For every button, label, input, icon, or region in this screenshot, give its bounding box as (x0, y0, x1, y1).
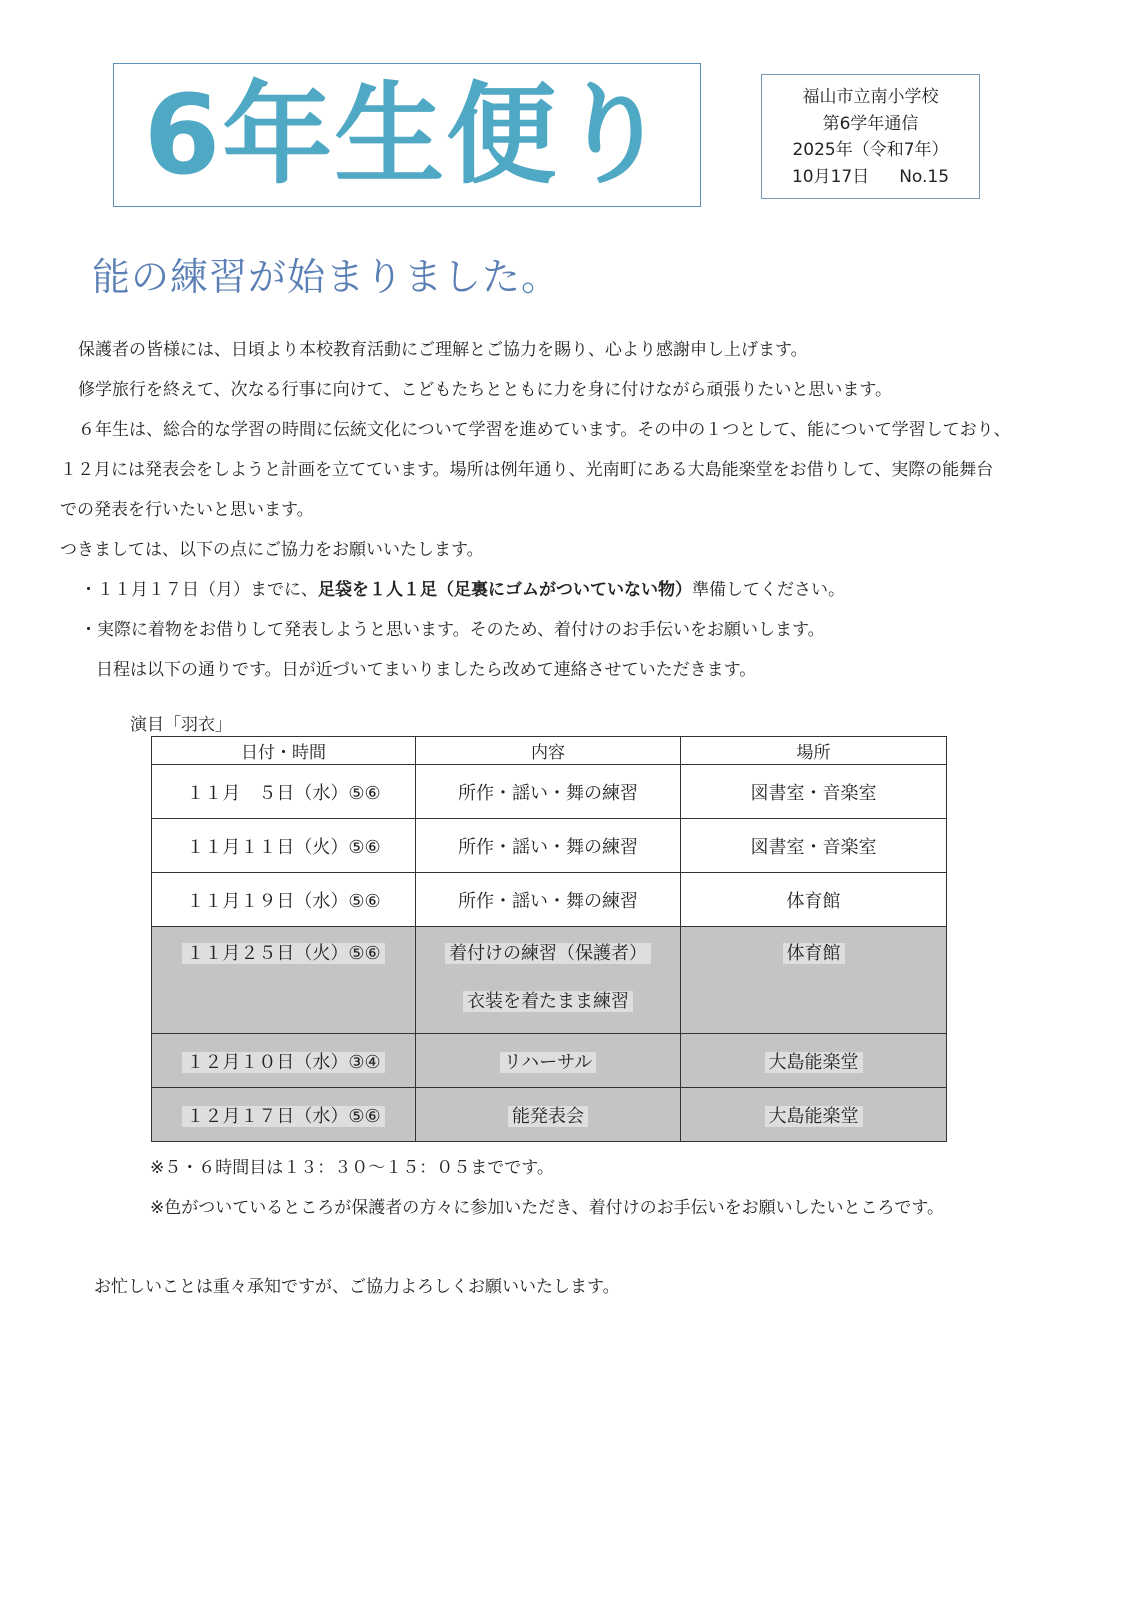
row-date (152, 1088, 416, 1142)
row-place: 図書室・音楽室 (681, 819, 947, 873)
note-shading: ※色がついているところが保護者の方々に参加いただき、着付けのお手伝いをお願いしたいところです。 (150, 1198, 945, 1218)
row-content: 所作・謡い・舞の練習 (416, 819, 681, 873)
row-place: 図書室・音楽室 (681, 765, 947, 819)
row-date (152, 1034, 416, 1088)
paragraph-trip: 修学旅行を終えて、次なる行事に向けて、こどもたちとともに力を身に付けながら頑張りたいと思います。 (78, 380, 892, 400)
newsletter-name: 第6学年通信 (822, 113, 919, 134)
table-row (152, 1088, 947, 1142)
row-date-text: １２月１７日（水）⑤⑥ (182, 1106, 384, 1127)
header-date: 日付・時間 (152, 737, 416, 765)
row-place-text: 体育館 (783, 943, 845, 964)
table-row (152, 873, 947, 927)
bullet-tabi-emphasis: 足袋を１人１足（足裏にゴムがついていない物） (318, 580, 692, 600)
row-content-text: リハーサル (500, 1052, 597, 1073)
row-place (681, 1088, 947, 1142)
row-place: 体育館 (681, 873, 947, 927)
row-place (681, 1034, 947, 1088)
header-place: 場所 (681, 737, 947, 765)
row-date-text: １１月２５日（火）⑤⑥ (182, 943, 384, 964)
bullet-tabi-tail: 準備してください。 (692, 580, 845, 600)
issue-info-box (761, 74, 980, 199)
newsletter-title: 6年生便り (143, 71, 671, 199)
row-date-text: １２月１０日（水）③④ (182, 1052, 384, 1073)
table-row (152, 1034, 947, 1088)
row-content: 所作・謡い・舞の練習 (416, 765, 681, 819)
school-name: 福山市立南小学校 (802, 87, 939, 107)
row-content (416, 1088, 681, 1142)
paragraph-request: つきましては、以下の点にご協力をお願いいたします。 (60, 540, 484, 560)
row-content-text: 能発表会 (508, 1106, 588, 1127)
issue-year: 2025年（令和7年） (792, 140, 949, 160)
paragraph-noh-2: １２月には発表会をしようと計画を立てています。場所は例年通り、光南町にある大島能楽堂をお借りして、実際の能舞台 (60, 460, 994, 480)
header-content: 内容 (416, 737, 681, 765)
bullet-kimono-cont: 日程は以下の通りです。日が近づいてまいりましたら改めて連絡させていただきます。 (96, 660, 757, 680)
paragraph-greeting: 保護者の皆様には、日頃より本校教育活動にご理解とご協力を賜り、心より感謝申し上げます。 (78, 340, 808, 360)
table-header-row (152, 737, 947, 765)
row-content-line1: 着付けの練習（保護者） (445, 943, 651, 964)
headline: 能の練習が始まりました。 (92, 255, 561, 299)
row-date (152, 927, 416, 1034)
bullet-tabi-lead: ・１１月１７日（月）までに、 (80, 580, 318, 600)
row-place-text: 大島能楽堂 (765, 1052, 863, 1073)
issue-date-number (762, 164, 979, 191)
row-content (416, 927, 681, 1034)
row-date: １１月 ５日（水）⑤⑥ (152, 765, 416, 819)
row-place (681, 927, 947, 1034)
table-row (152, 819, 947, 873)
schedule-table (151, 736, 947, 1142)
paragraph-noh-3: での発表を行いたいと思います。 (60, 500, 314, 520)
issue-date: 10月17日 (791, 166, 870, 187)
row-content (416, 1034, 681, 1088)
table-row (152, 765, 947, 819)
row-date: １１月１１日（火）⑤⑥ (152, 819, 416, 873)
row-date: １１月１９日（水）⑤⑥ (152, 873, 416, 927)
table-row (152, 927, 947, 1034)
paragraph-noh-1: ６年生は、総合的な学習の時間に伝統文化について学習を進めています。その中の１つとして、能について学習しており、 (78, 420, 1011, 440)
bullet-kimono: ・実際に着物をお借りして発表しようと思います。そのため、着付けのお手伝いをお願いします。 (80, 620, 825, 640)
row-content: 所作・謡い・舞の練習 (416, 873, 681, 927)
closing-line: お忙しいことは重々承知ですが、ご協力よろしくお願いいたします。 (94, 1277, 620, 1297)
bullet-tabi (80, 578, 845, 602)
row-place-text: 大島能楽堂 (765, 1106, 863, 1127)
title-banner (113, 63, 701, 207)
issue-number: No.15 (899, 166, 950, 187)
program-title: 演目「羽衣」 (130, 715, 232, 735)
row-content-line2: 衣装を着たまま練習 (463, 991, 633, 1012)
note-time: ※５・６時間目は１３：３０～１５：０５までです。 (150, 1158, 554, 1178)
